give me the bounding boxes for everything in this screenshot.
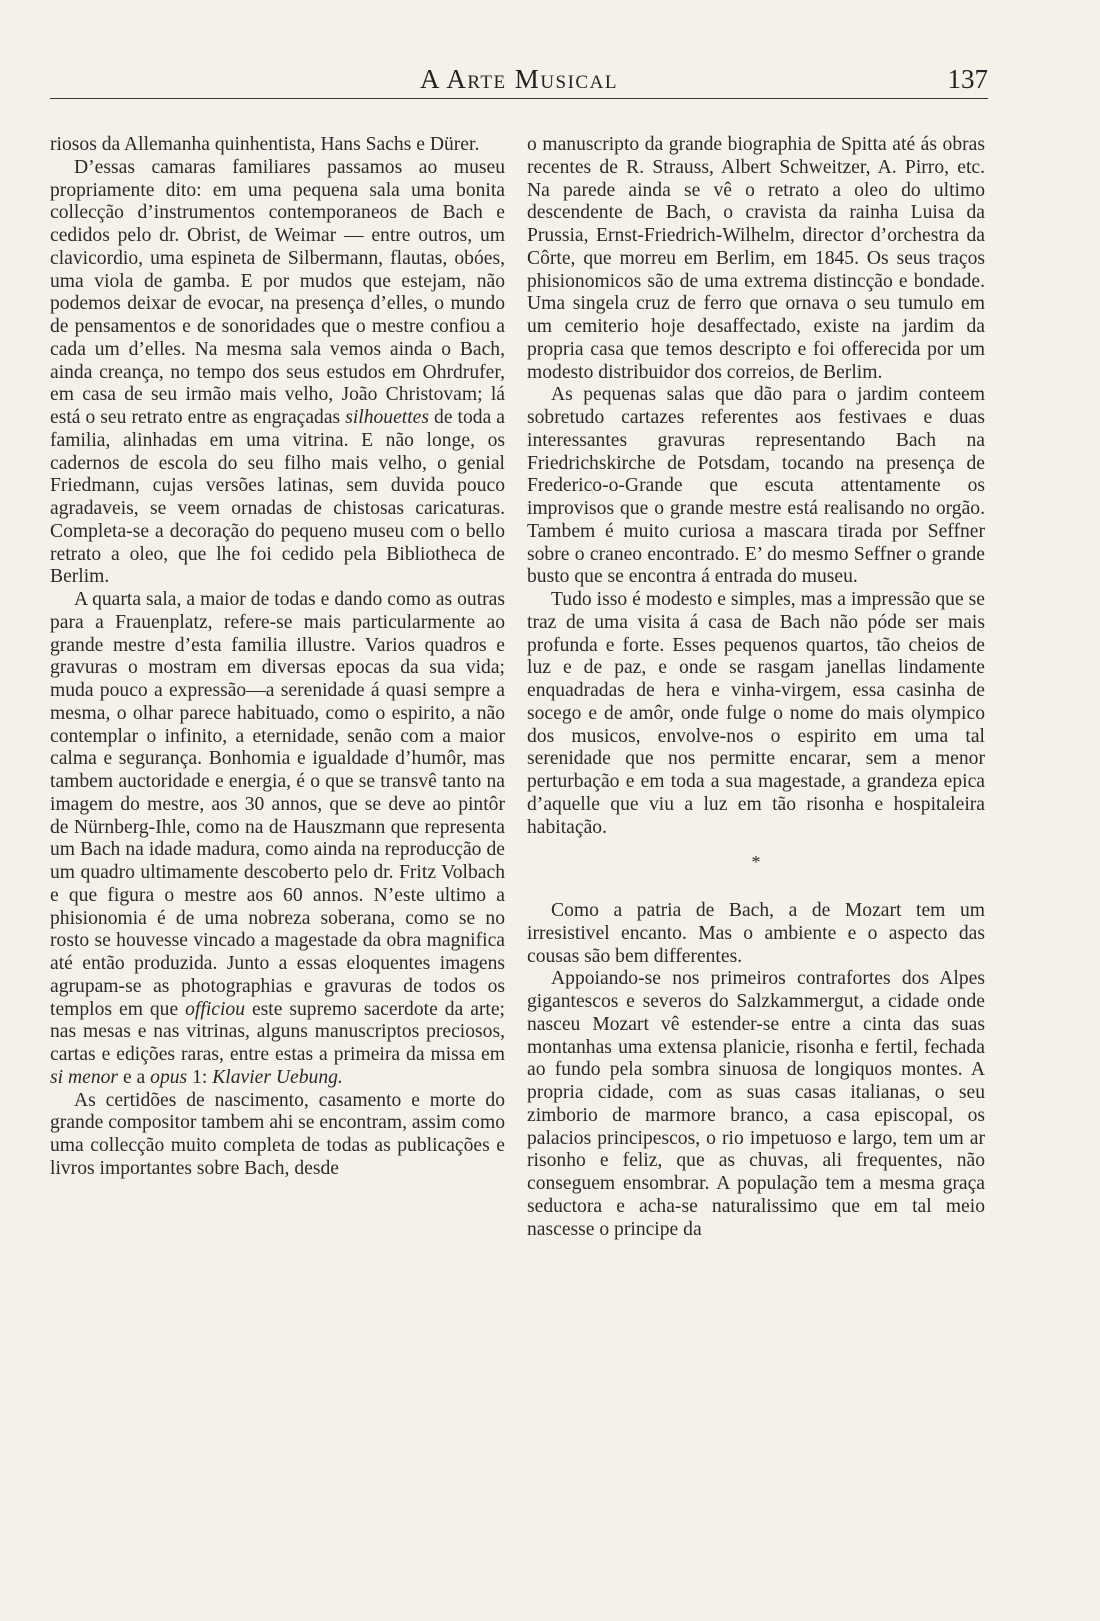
text-run: este supremo sacerdote da arte; nas mesas e nas vitrinas, alguns manuscriptos preciosos, cartas e edições raras, entre estas a primeira da missa em [50, 998, 505, 1065]
italic-text: officiou [185, 998, 246, 1020]
text-run: Como a patria de Bach, a de Mozart tem um irresistivel encanto. Mas o ambiente e o aspecto das cousas são bem differentes. [527, 900, 985, 967]
text-run: o manuscripto da grande biographia de Spitta até ás obras recentes de R. Strauss, Albert Schweitzer, A. Pirro, etc. Na parede ainda se vê o retrato a oleo do ultimo descendente de Bach, o cravista da rainha Luisa da Prussia, Ernst-Friedrich-Wilhelm, director d’orchestra da Côrte, que morreu em Berlim, em 1845. Os seus traços phisionomicos são de uma extrema distincção e bondade. Uma singela cruz de ferro que ornava o seu tumulo em um cemiterio hoje desaffectado, existe na jardim da propria casa que temos descripto e foi offerecida por um modesto distribuidor dos correios, de Berlim. [527, 134, 985, 383]
paragraph [50, 134, 505, 157]
text-run: D’essas camaras familiares passamos ao museu propriamente dito: em uma pequena sala uma bonita collecção d’instrumentos contemporaneos de Bach e cedidos pelo dr. Obrist, de Weimar — entre outros, um clavicordio, uma espineta de Silbermann, flautas, obóes, uma viola de gamba. E por mudos que estejam, não podemos deixar de evocar, na presença d’elles, o mundo de pensamentos e de sonoridades que o mestre confiou a cada um d’elles. Na mesma sala vemos ainda o Bach, ainda creança, no tempo dos seus estudos em Ohrdrufer, em casa de seu irmão mais velho, João Christovam; lá está o seu retrato entre as engraçadas [50, 156, 505, 428]
text-run: A quarta sala, a maior de todas e dando como as outras para a Frauenplatz, refere-se mais particularmente ao grande mestre d’esta familia illustre. Varios quadros e gravuras o mostram em diversas epocas da sua vida; muda pouco a expressão—a serenidade á quasi sempre a mesma, o olhar parece habituado, como o espirito, a não contemplar o infinito, a eternidade, senão com a maior calma e segurança. Bonhomia e igualdade d’humôr, mas tambem auctoridade e energia, é o que se transvê tanto na imagem do mestre, aos 30 annos, que se deve ao pintôr de Nürnberg-Ihle, como na de Hauszmann que representa um Bach na idade madura, como ainda na reproducção de um quadro ultimamente descoberto pelo dr. Fritz Volbach e que figura o mestre aos 60 annos. N’este ultimo a phisionomia é de uma nobreza soberana, como se no rosto se houvesse vincado a magestade da obra magnifica até então produzida. Junto a essas eloquentes imagens agrupam-se as photographias e gravuras de todos os templos em que [50, 589, 505, 1020]
paragraph [50, 157, 505, 589]
paragraph [527, 900, 985, 968]
right-column [527, 134, 985, 1241]
italic-text: silhouettes [345, 407, 429, 428]
italic-text: Klavier Uebung. [212, 1066, 343, 1088]
right-column-upper [527, 134, 985, 839]
text-run: de toda a familia, alinhadas em uma vitrina. E não longe, os cadernos de escola do seu filho mais velho, o genial Friedmann, cujas versões latinas, sem duvida pouco agradaveis, se veem ornadas de chistosas caricaturas. Completa-se a decoração do pequeno museu com o bello retrato a oleo, que lhe foi cedido pela Bibliotheca de Berlim. [50, 407, 505, 588]
paragraph [527, 134, 985, 384]
paragraph [527, 589, 985, 839]
paragraph [527, 968, 985, 1241]
text-run: As pequenas salas que dão para o jardim conteem sobretudo cartazes referentes aos festivaes e duas interessantes gravuras representando Bach na Friedrichskirche de Potsdam, tocando na presença de Frederico-o-Grande que escuta attentamente os improvisos que o grande mestre está realisando no orgão. Tambem é muito curiosa a mascara tirada por Seffner sobre o craneo encontrado. E’ do mesmo Seffner o grande busto que se encontra á entrada do museu. [527, 384, 985, 588]
section-separator: * [751, 852, 761, 873]
paragraph [50, 589, 505, 1090]
text-run: Appoiando-se nos primeiros contrafortes dos Alpes gigantescos e severos do Salzkammergut, a cidade onde nasceu Mozart vê estender-se entre a cinta das suas montanhas uma extensa planicie, risonha e fertil, fechada ao fundo pela sombra sinuosa de longiquos montes. A propria cidade, com as suas casas italianas, o seu zimborio de marmore branco, a casa episcopal, os palacios principescos, o rio impetuoso e largo, tem um ar risonho e feliz, que as chuvas, ali frequentes, não conseguem ensombrar. A população tem a mesma graça seductora e acha-se naturalissimo que em tal meio nascesse o principe da [527, 968, 985, 1240]
text-run: Tudo isso é modesto e simples, mas a impressão que se traz de uma visita á casa de Bach não póde ser mais profunda e forte. Esses pequenos quartos, tão cheios de luz e de paz, e onde se rasgam janellas lindamente enquadradas de hera e vinha-virgem, essa casinha de socego e de amôr, onde fulge o nome do mais olympico dos musicos, envolve-nos o espirito em uma tal serenidade que nos permitte encarar, sem a menor perturbação e em toda a sua magestade, a grandeza epica d’aquelle que viu a luz em tão risonha e hospitaleira habitação. [527, 589, 985, 838]
text-run: As certidões de nascimento, casamento e morte do grande compositor tambem ahi se encontram, assim como uma collecção muito completa de todas as publicações e livros importantes sobre Bach, desde [50, 1089, 505, 1179]
paragraph [50, 1090, 505, 1181]
left-column [50, 134, 505, 1181]
page-number: 137 [947, 64, 988, 94]
italic-text: si menor [50, 1066, 119, 1088]
running-header [50, 58, 988, 99]
text-run: e a [118, 1066, 151, 1088]
text-run: 1: [187, 1066, 213, 1088]
running-title: A Arte Musical [420, 64, 618, 94]
paragraph [527, 384, 985, 589]
italic-text: opus [150, 1066, 188, 1088]
text-run: riosos da Allemanha quinhentista, Hans Sachs e Dürer. [50, 134, 480, 155]
right-column-lower [527, 900, 985, 1241]
